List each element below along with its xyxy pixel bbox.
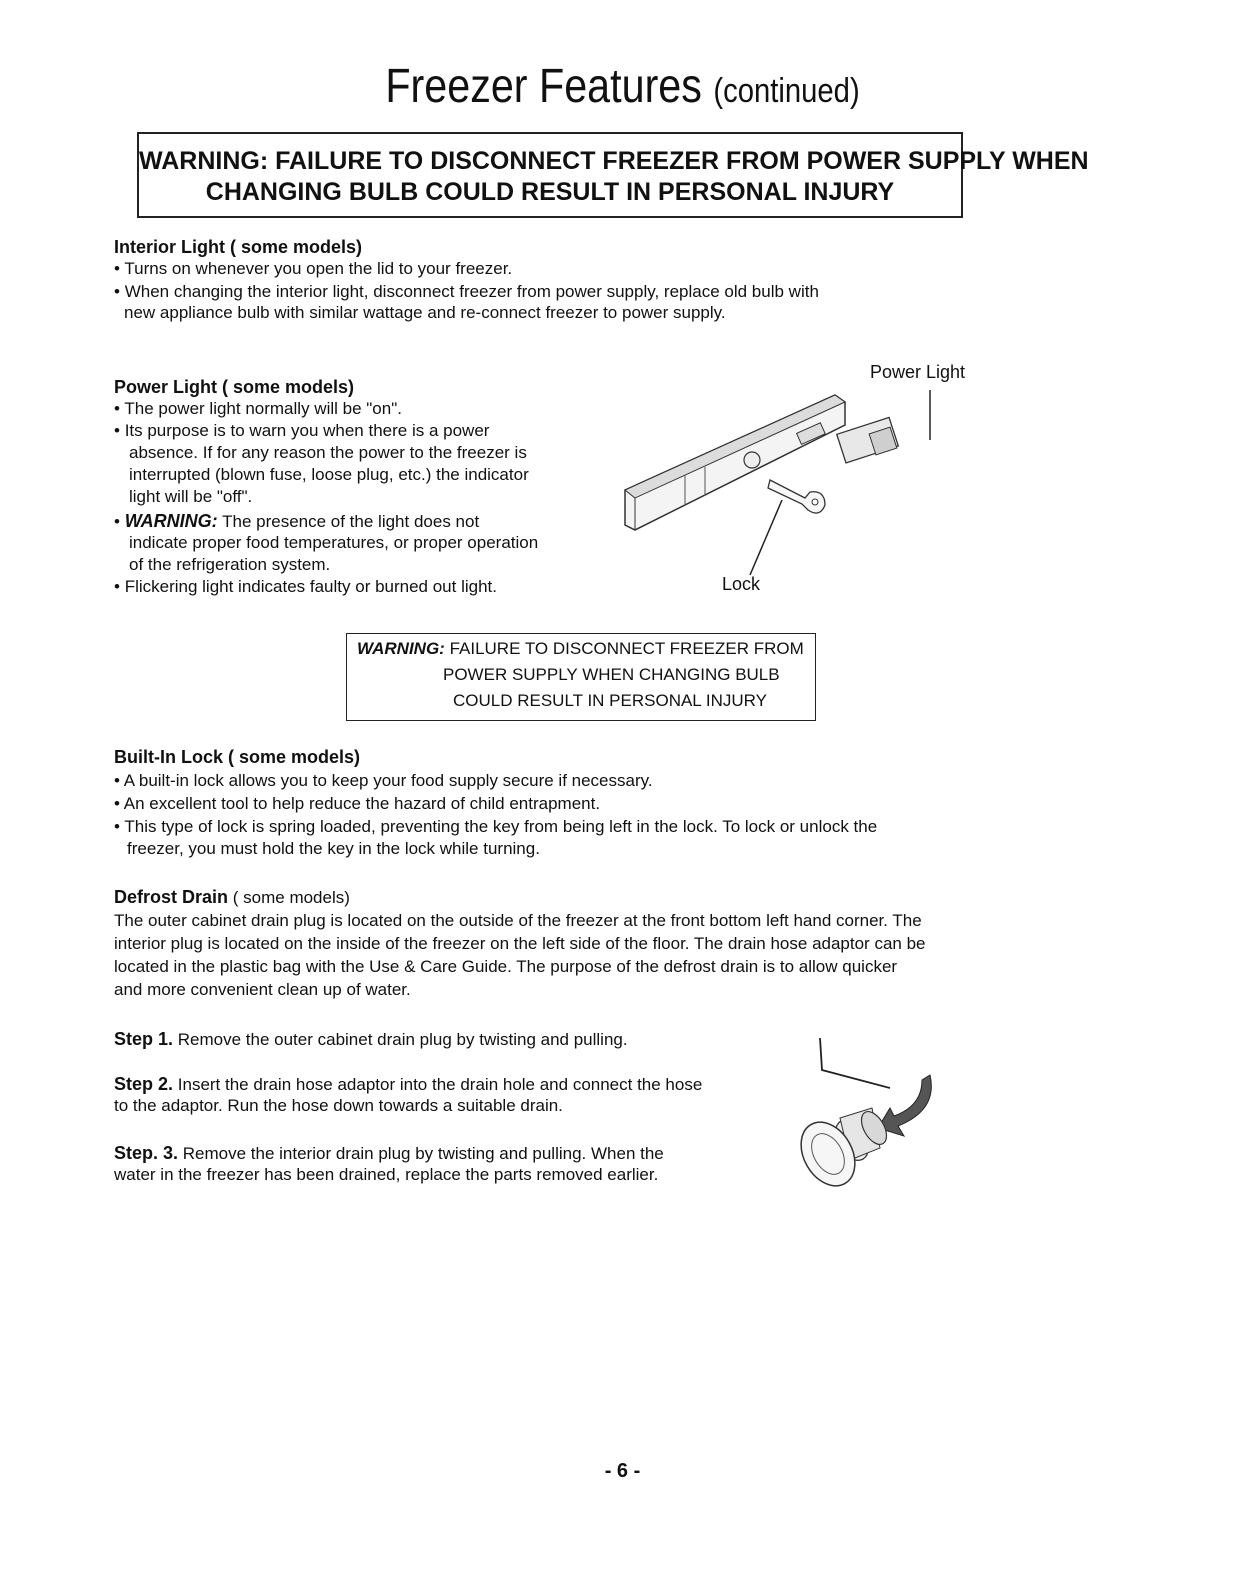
defrost-drain-heading: Defrost Drain (114, 887, 229, 907)
step-2-label: Step 2. (114, 1074, 174, 1094)
power-light-panel-illustration (610, 380, 950, 580)
top-warning-box (137, 132, 1089, 218)
mid-warning-prefix: WARNING: (357, 639, 445, 658)
built-in-lock-line-4: freezer, you must hold the key in the lock while turning. (127, 839, 540, 858)
mid-warning-line-3: COULD RESULT IN PERSONAL INJURY (453, 691, 767, 710)
page-number: - 6 - (604, 1460, 641, 1482)
defrost-drain-para-line-1: The outer cabinet drain plug is located on the outside of the freezer at the front bottom left hand corner. The (114, 911, 922, 930)
step-2 (114, 1073, 702, 1095)
step-3-label: Step. 3. (114, 1143, 179, 1163)
step-2-text-1: Insert the drain hose adaptor into the drain hole and connect the hose (177, 1075, 703, 1094)
power-light-warning-label: WARNING: (124, 511, 218, 531)
figure-label-power-light: Power Light (870, 362, 966, 382)
built-in-lock-heading: Built-In Lock ( some models) (114, 747, 361, 767)
figure-label-lock: Lock (722, 574, 761, 594)
built-in-lock-line-2-text: An excellent tool to help reduce the hazard of child entrapment. (123, 794, 601, 813)
step-3-text-2: water in the freezer has been drained, replace the parts removed earlier. (114, 1165, 659, 1184)
built-in-lock-line-3-text: This type of lock is spring loaded, preventing the key from being left in the lock. To lock or unlock the (124, 817, 878, 836)
step-3 (114, 1142, 664, 1164)
power-light-line-1: • The power light normally will be "on". (114, 399, 402, 418)
interior-light-heading: Interior Light ( some models) (114, 237, 363, 257)
built-in-lock-line-1: • A built-in lock allows you to keep your food supply secure if necessary. (114, 771, 653, 790)
page-title-suffix: (continued) (713, 72, 860, 110)
interior-light-bullet-2-text: When changing the interior light, disconnect freezer from power supply, replace old bulb with (124, 282, 819, 301)
step-1-label: Step 1. (114, 1029, 174, 1049)
power-light-line-7: indicate proper food temperatures, or proper operation (129, 533, 539, 552)
power-light-line-2-text: Its purpose is to warn you when there is a power (124, 421, 490, 440)
power-light-line-5: light will be "off". (129, 487, 253, 506)
step-1-text: Remove the outer cabinet drain plug by twisting and pulling. (177, 1030, 628, 1049)
step-3-text-1: Remove the interior drain plug by twisting and pulling. When the (182, 1144, 664, 1163)
defrost-drain-heading-note: ( some models) (232, 888, 350, 907)
interior-light-bullet-2-cont: new appliance bulb with similar wattage and re-connect freezer to power supply. (124, 303, 726, 322)
page-title-main: Freezer Features (385, 60, 702, 113)
power-light-heading: Power Light ( some models) (114, 377, 355, 397)
mid-warning-box (346, 633, 816, 721)
built-in-lock-line-3: • This type of lock is spring loaded, preventing the key from being left in the lock. To lock or unlock the (114, 817, 878, 836)
mid-warning-line-1-text: FAILURE TO DISCONNECT FREEZER FROM (449, 639, 804, 658)
mid-warning-line-1 (357, 638, 804, 660)
top-warning-line-2: CHANGING BULB COULD RESULT IN PERSONAL INJURY (205, 178, 895, 206)
power-light-line-4: interrupted (blown fuse, loose plug, etc.) the indicator (129, 465, 529, 484)
mid-warning-line-2: POWER SUPPLY WHEN CHANGING BULB (443, 665, 780, 684)
interior-light-bullet-2: • When changing the interior light, disconnect freezer from power supply, replace old bulb with (114, 282, 819, 301)
built-in-lock-line-2: • An excellent tool to help reduce the hazard of child entrapment. (114, 794, 601, 813)
step-2-text-2: to the adaptor. Run the hose down towards a suitable drain. (114, 1096, 563, 1115)
step-1 (114, 1028, 628, 1050)
defrost-drain-para-line-4: and more convenient clean up of water. (114, 980, 411, 999)
power-light-warning-text: The presence of the light does not (222, 512, 480, 531)
interior-light-bullet-1-text: Turns on whenever you open the lid to your freezer. (124, 259, 513, 278)
defrost-drain-heading-row (114, 886, 350, 908)
defrost-drain-para-line-3: located in the plastic bag with the Use & Care Guide. The purpose of the defrost drain is to allow quicker (114, 957, 898, 976)
power-light-line-9: • Flickering light indicates faulty or burned out light. (114, 577, 497, 596)
built-in-lock-line-1-text: A built-in lock allows you to keep your food supply secure if necessary. (123, 771, 653, 790)
power-light-line-2: • Its purpose is to warn you when there is a power (114, 421, 490, 440)
power-light-line-9-text: Flickering light indicates faulty or burned out light. (124, 577, 497, 596)
power-light-line-1-text: The power light normally will be "on". (124, 399, 402, 418)
page-title (87, 58, 1158, 120)
defrost-drain-para-line-2: interior plug is located on the inside of the freezer on the left side of the floor. The drain hose adaptor can be (114, 934, 926, 953)
top-warning-line-1: WARNING: FAILURE TO DISCONNECT FREEZER FROM POWER SUPPLY WHEN (139, 147, 1089, 175)
power-light-line-3: absence. If for any reason the power to the freezer is (129, 443, 527, 462)
interior-light-bullet-1: • Turns on whenever you open the lid to your freezer. (114, 259, 513, 278)
drain-plug-illustration (780, 1030, 960, 1200)
power-light-warning-line: • WARNING: The presence of the light does not (114, 511, 480, 531)
power-light-line-8: of the refrigeration system. (129, 555, 331, 574)
